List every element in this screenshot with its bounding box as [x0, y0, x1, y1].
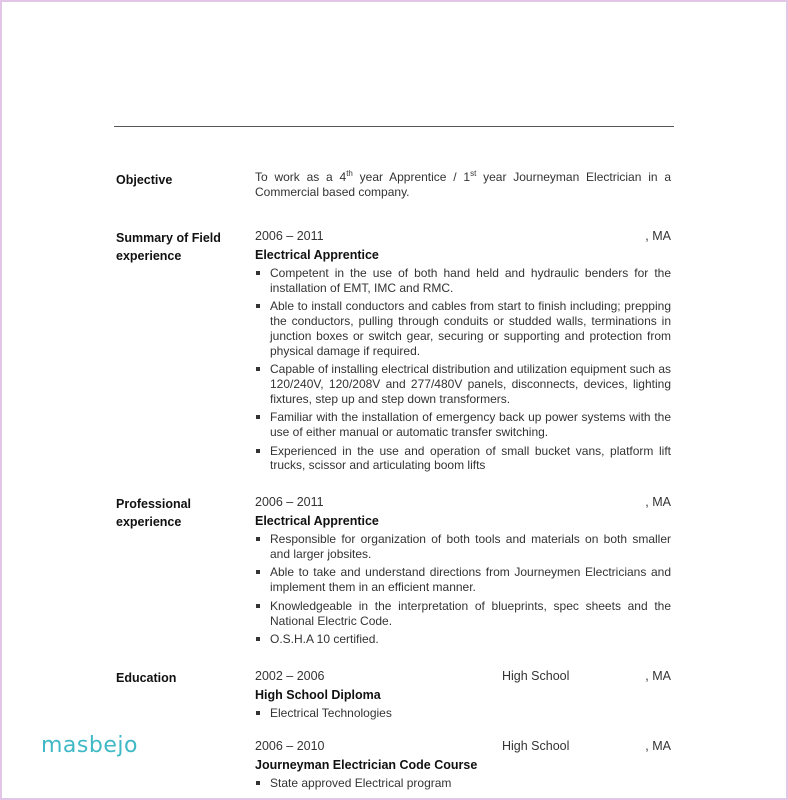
summary-years: 2006 – 2011: [255, 229, 324, 243]
education-entry-1: [255, 667, 671, 725]
professional-heading: Professional experience: [116, 497, 192, 529]
summary-location: , MA: [645, 229, 671, 243]
professional-bullets: [255, 532, 671, 647]
professional-body: [255, 493, 671, 651]
list-item: Able to install conductors and cables from start to finish including; prepping the conductors, pulling through conduits or studded walls, terminations in junction boxes or switch gear, securing or supporting and protection from physical damage if required.: [255, 299, 671, 358]
bullet-icon: [256, 449, 260, 453]
list-item: Competent in the use of both hand held and hydraulic benders for the installation of EMT, IMC and RMC.: [255, 266, 671, 295]
bullet-icon: [256, 271, 260, 275]
bullet-icon: [256, 570, 260, 574]
education-years: 2002 – 2006: [255, 669, 325, 683]
education-location: , MA: [645, 739, 671, 753]
summary-job-title: Electrical Apprentice: [255, 248, 379, 262]
education-entry-2: [255, 737, 671, 795]
professional-date-row: [255, 493, 671, 511]
education-bullets: [255, 776, 671, 791]
list-item: Responsible for organization of both tools and materials on both smaller and larger jobsites.: [255, 532, 671, 561]
education-degree: Journeyman Electrician Code Course: [255, 758, 478, 772]
list-item: State approved Electrical program: [255, 776, 671, 791]
education-bullets: [255, 706, 671, 721]
bullet-icon: [256, 637, 260, 641]
bullet-icon: [256, 781, 260, 785]
bullet-icon: [256, 711, 260, 715]
list-item: Capable of installing electrical distribution and utilization equipment such as 120/240V, 120/208V and 277/480V panels, disconnects, devices, lighting fixtures, step up and step down transformers.: [255, 362, 671, 406]
list-item: Experienced in the use and operation of small bucket vans, platform lift trucks, scissor and articulating boom lifts: [255, 444, 671, 473]
education-school: High School: [502, 669, 570, 683]
education-years: 2006 – 2010: [255, 739, 325, 753]
summary-heading: Summary of Field experience: [116, 231, 221, 263]
bullet-icon: [256, 415, 260, 419]
bullet-icon: [256, 604, 260, 608]
education-heading: Education: [116, 671, 177, 685]
education-location: , MA: [645, 669, 671, 683]
summary-body: [255, 227, 671, 477]
objective-text: To work as a 4th year Apprentice / 1st year Journeyman Electrician in a Commercial based company.: [255, 169, 671, 199]
bullet-icon: [256, 367, 260, 371]
professional-location: , MA: [645, 495, 671, 509]
professional-years: 2006 – 2011: [255, 495, 324, 509]
list-item: O.S.H.A 10 certified.: [255, 632, 671, 647]
summary-date-row: [255, 227, 671, 245]
summary-bullets: [255, 266, 671, 473]
watermark-logo: masbejo: [41, 733, 138, 758]
bullet-icon: [256, 537, 260, 541]
education-date-row: [255, 667, 671, 685]
education-school: High School: [502, 739, 570, 753]
list-item: Able to take and understand directions from Journeymen Electricians and implement them in an efficient manner.: [255, 565, 671, 594]
education-degree: High School Diploma: [255, 688, 381, 702]
list-item: Electrical Technologies: [255, 706, 671, 721]
list-item: Knowledgeable in the interpretation of blueprints, spec sheets and the National Electric Code.: [255, 599, 671, 628]
education-date-row: [255, 737, 671, 755]
bullet-icon: [256, 304, 260, 308]
list-item: Familiar with the installation of emergency back up power systems with the use of either manual or automatic transfer switching.: [255, 410, 671, 439]
objective-heading: Objective: [116, 173, 173, 187]
professional-job-title: Electrical Apprentice: [255, 514, 379, 528]
header-rule: [114, 126, 674, 127]
